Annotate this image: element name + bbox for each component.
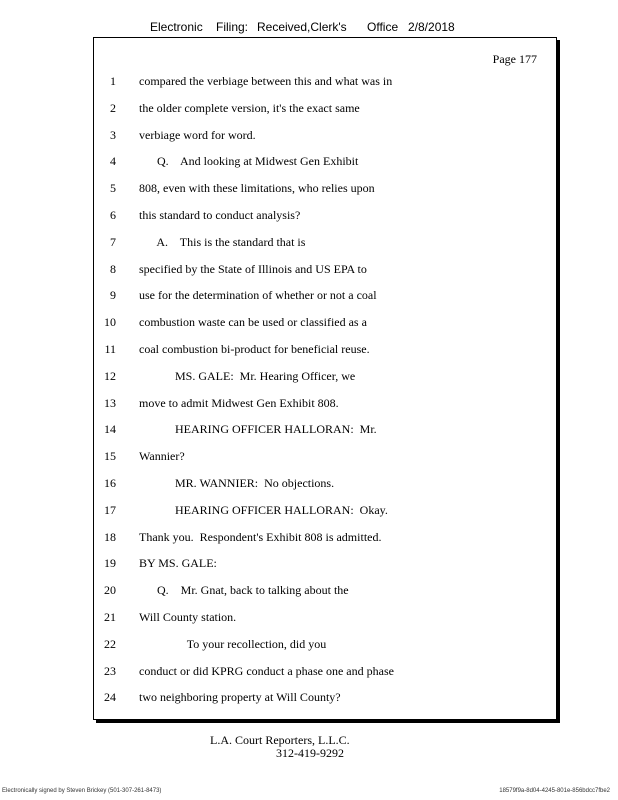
page-number: Page 177: [492, 52, 537, 66]
line-text: coal combustion bi-product for beneficial reuse.: [139, 342, 370, 356]
transcript-line: [94, 610, 554, 630]
transcript-page: [93, 37, 557, 720]
court-reporter-phone: 312-419-9292: [276, 746, 344, 760]
line-number: 5: [110, 181, 116, 196]
transcript-line: [94, 181, 554, 201]
line-text: conduct or did KPRG conduct a phase one and phase: [139, 663, 394, 678]
line-number: 24: [104, 690, 116, 705]
court-reporter-name: L.A. Court Reporters, L.L.C.: [210, 733, 350, 747]
line-text: verbiage word for word.: [139, 127, 256, 142]
line-text: combustion waste can be used or classified as a: [139, 315, 367, 330]
line-number: 6: [110, 208, 116, 222]
line-number: 20: [104, 583, 116, 598]
line-text: compared the verbiage between this and what was in: [139, 74, 393, 88]
line-number: 8: [110, 261, 116, 276]
line-number: 4: [110, 154, 116, 169]
transcript-line: [94, 556, 554, 576]
filing-header-part: 2/8/2018: [408, 20, 455, 34]
line-text: MS. GALE: Mr. Hearing Officer, we: [139, 368, 356, 383]
line-text: A. This is the standard that is: [139, 234, 306, 249]
line-number: 23: [104, 663, 116, 678]
transcript-line: [94, 288, 554, 308]
transcript-line: [94, 235, 554, 255]
transcript-line: [94, 262, 554, 282]
filing-header-part: Office: [367, 20, 399, 34]
transcript-line: [94, 449, 554, 469]
line-number: 12: [104, 368, 116, 383]
line-number: 9: [110, 288, 116, 303]
line-text: Q. Mr. Gnat, back to talking about the: [139, 583, 349, 598]
line-number: 16: [104, 476, 116, 490]
transcript-line: [94, 664, 554, 684]
line-text: use for the determination of whether or not a coal: [139, 288, 377, 303]
line-text: To your recollection, did you: [139, 636, 327, 651]
filing-header-part: Filing:: [216, 20, 249, 34]
line-number: 1: [110, 74, 116, 88]
transcript-line: [94, 583, 554, 603]
line-text: BY MS. GALE:: [139, 556, 217, 571]
line-text: move to admit Midwest Gen Exhibit 808.: [139, 395, 339, 410]
line-number: 19: [104, 556, 116, 571]
document-hash: 18579f9a-8d04-4245-801e-856bdcc7fbe2: [499, 788, 610, 794]
line-number: 21: [104, 610, 116, 624]
line-text: Thank you. Respondent's Exhibit 808 is admitted.: [139, 529, 382, 544]
transcript-line: [94, 208, 554, 228]
line-text: HEARING OFFICER HALLORAN: Okay.: [139, 502, 388, 517]
transcript-line: [94, 476, 554, 496]
transcript-line: [94, 74, 554, 94]
line-text: Wannier?: [139, 449, 185, 464]
transcript-line: [94, 101, 554, 121]
line-number: 3: [110, 127, 116, 142]
filing-header-part: Electronic: [150, 20, 203, 34]
line-text: MR. WANNIER: No objections.: [139, 476, 335, 490]
line-text: Will County station.: [139, 610, 237, 624]
transcript-line: [94, 396, 554, 416]
line-text: two neighboring property at Will County?: [139, 690, 341, 705]
transcript-line: [94, 342, 554, 362]
line-number: 17: [104, 502, 116, 517]
line-text: HEARING OFFICER HALLORAN: Mr.: [139, 422, 377, 437]
transcript-line: [94, 369, 554, 389]
transcript-line: [94, 637, 554, 657]
line-number: 11: [104, 342, 116, 356]
transcript-line: [94, 315, 554, 335]
line-number: 7: [110, 234, 116, 249]
line-text: this standard to conduct analysis?: [139, 208, 301, 222]
transcript-line: [94, 154, 554, 174]
transcript-line: [94, 503, 554, 523]
line-number: 2: [110, 100, 116, 115]
line-number: 14: [104, 422, 116, 437]
line-number: 10: [104, 315, 116, 330]
line-number: 13: [104, 395, 116, 410]
transcript-line: [94, 530, 554, 550]
line-number: 15: [104, 449, 116, 464]
line-text: Q. And looking at Midwest Gen Exhibit: [139, 154, 359, 169]
signature-note: Electronically signed by Steven Brickey (501-307-261-8473): [2, 788, 162, 794]
transcript-line: [94, 128, 554, 148]
line-text: 808, even with these limitations, who relies upon: [139, 181, 375, 196]
transcript-line: [94, 690, 554, 710]
line-text: the older complete version, it's the exact same: [139, 100, 360, 115]
filing-header-part: Received,Clerk's: [257, 20, 347, 34]
line-number: 22: [104, 636, 116, 651]
line-number: 18: [104, 529, 116, 544]
line-text: specified by the State of Illinois and US EPA to: [139, 261, 367, 276]
transcript-line: [94, 422, 554, 442]
